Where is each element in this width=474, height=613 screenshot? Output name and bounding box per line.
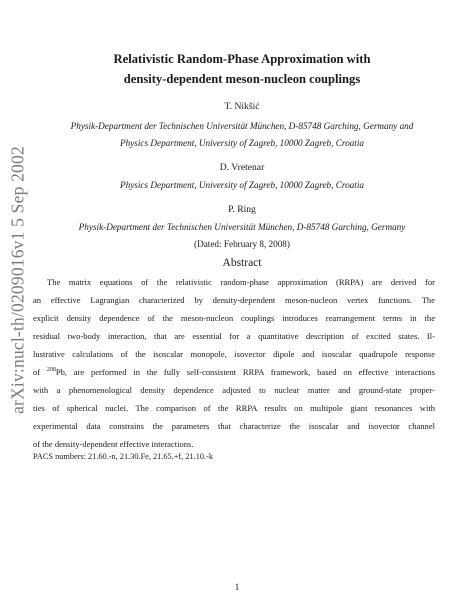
author-name: P. Ring	[228, 204, 256, 215]
author-name: T. Nikšić	[224, 101, 260, 112]
abstract-line: lustrative calculations of the isoscalar monopole, isovector dipole and isoscalar quadrupole response	[33, 349, 435, 359]
paper-title-line-2: density-dependent meson-nucleon couplings	[123, 72, 361, 86]
abstract-line-text: Pb, are performed in the fully self-consistent RRPA framework, based on effective interactions	[55, 367, 435, 377]
paper-title-line-1: Relativistic Random-Phase Approximation with	[113, 52, 371, 66]
arxiv-identifier-text: arXiv:nucl-th/0209016v1 5 Sep 2002	[7, 146, 28, 414]
abstract-line: residual two-body interaction, that are essential for a quantitative description of excited states. Il-	[33, 331, 435, 341]
dated-line: (Dated: February 8, 2008)	[194, 239, 290, 249]
author-affiliation: Physik-Department der Technischen Universität München, D-85748 Garching, Germany and	[70, 121, 414, 131]
abstract-line: an effective Lagrangian characterized by density-dependent meson-nucleon vertex functions. The	[33, 295, 435, 305]
abstract-line: ties of spherical nuclei. The comparison of the RRPA results on multipole giant resonances with	[33, 403, 435, 413]
abstract-line: of the density-dependent effective interactions.	[33, 439, 194, 449]
mass-number-superscript: 208	[46, 367, 56, 373]
pacs-numbers: PACS numbers: 21.60.-n, 21.30.Fe, 21.65.+f, 21.10.-k	[33, 452, 213, 461]
author-name: D. Vretenar	[219, 162, 265, 173]
abstract-line-prefix: of	[33, 367, 47, 377]
abstract-line: with a phenomenological density dependence adjusted to nuclear matter and ground-state proper-	[33, 385, 435, 395]
abstract-line: The matrix equations of the relativistic random-phase approximation (RRPA) are derived for	[47, 277, 435, 287]
page-number: 1	[234, 583, 240, 593]
abstract-line: experimental data constrains the parameters that characterize the isoscalar and isovector channel	[33, 421, 435, 431]
author-affiliation: Physics Department, University of Zagreb, 10000 Zagreb, Croatia	[120, 138, 364, 148]
abstract-line	[33, 367, 435, 378]
abstract-line: explicit density dependence of the meson-nucleon couplings introduces rearrangement terms in the	[33, 313, 435, 323]
arxiv-identifier	[3, 146, 33, 414]
author-affiliation: Physik-Department der Technischen Universität München, D-85748 Garching, Germany	[78, 222, 406, 232]
abstract-heading: Abstract	[222, 257, 262, 269]
author-affiliation: Physics Department, University of Zagreb, 10000 Zagreb, Croatia	[120, 180, 364, 190]
